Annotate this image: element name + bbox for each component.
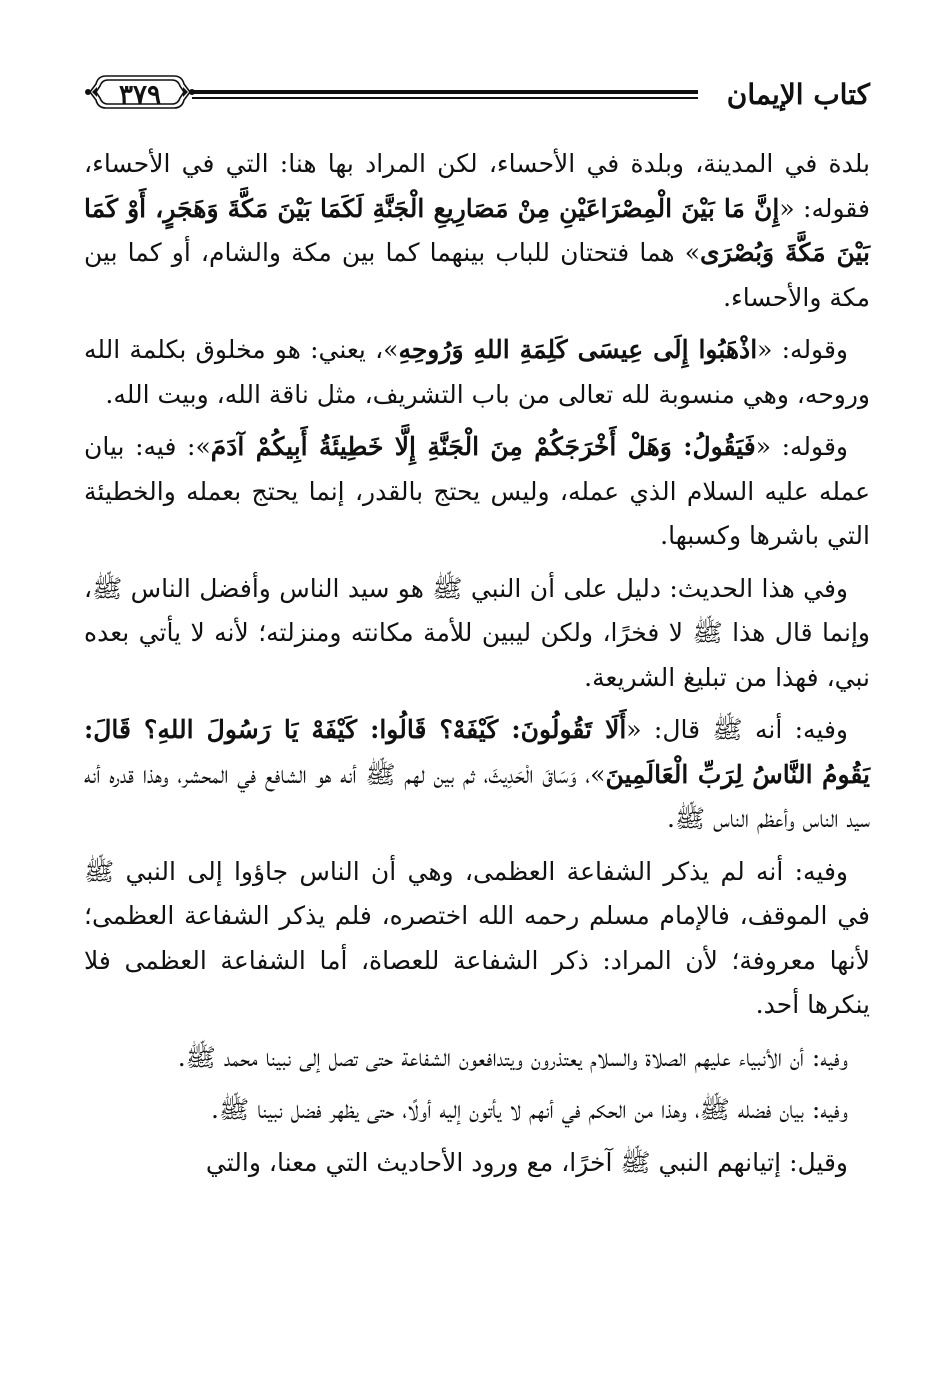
text-run: وفيه: أنه لم يذكر الشفاعة العظمى، وهي أن الناس جاؤوا إلى النبي ﷺ في الموقف، فالإمام مسلم رحمه الله اختصره، فلم يذكر الشفاعة العظمى؛ لأنها معروفة؛ لأن المراد: ذكر الشفاعة للعصاة، أما الشفاعة العظمى فلا ينكرها أحد. [84, 856, 870, 1019]
paragraph-2 [84, 328, 870, 417]
text-run: »، يعني: هو مخلوق بكلمة الله وروحه، وهي منسوبة لله تعالى من باب التشريف، مثل ناقة الله، وبيت الله. [84, 335, 870, 409]
paragraph-9 [84, 1141, 870, 1186]
page-header [84, 60, 870, 140]
text-run: وقوله: « [755, 432, 848, 461]
paragraph-8 [84, 1088, 870, 1133]
body-text [84, 142, 870, 1193]
text-run: »: فيه: بيان عمله عليه السلام الذي عمله، وليس يحتج بالقدر، إنما يحتج بعمله والخطيئة التي باشرها وكسبها. [84, 432, 870, 550]
header-rule [192, 90, 698, 98]
text-run: وقيل: إتيانهم النبي ﷺ آخرًا، مع ورود الأحاديث التي معنا، والتي [205, 1147, 848, 1177]
paragraph-6 [84, 850, 870, 1028]
paragraph-1 [84, 142, 870, 320]
text-run: وفيه: بيان فضله ﷺ، وهذا من الحكم في أنهم لا يأتون إليه أولًا، حتى يظهر فضل نبينا ﷺ. [211, 1095, 848, 1124]
text-run: بلدة في المدينة، وبلدة في الأحساء، لكن المراد بها هنا: التي في الأحساء، فقوله: « [84, 149, 871, 223]
hadith-quote: أَلَا تَقُولُونَ: كَيْفَهْ؟ قَالُوا: كَيْفَهْ يَا رَسُولَ اللهِ؟ قَالَ: يَقُومُ النَّاسُ لِرَبِّ الْعَالَمِينَ [84, 715, 870, 789]
book-title: كتاب الإيمان [726, 78, 870, 111]
text-run: وفيه: أنه ﷺ قال: « [626, 715, 849, 744]
hadith-quote: اذْهَبُوا إِلَى عِيسَى كَلِمَةِ اللهِ وَرُوحِهِ [398, 335, 758, 364]
text-run: وفي هذا الحديث: دليل على أن النبي ﷺ هو سيد الناس وأفضل الناس ﷺ، وإنما قال هذا ﷺ لا فخرًا، ولكن ليبين للأمة مكانته ومنزلته؛ لأنه لا يأتي بعده نبي، فهذا من تبليغ الشريعة. [84, 573, 870, 692]
text-run: » هما فتحتان للباب بينهما كما بين مكة والشام، أو كما بين مكة والأحساء. [84, 238, 870, 312]
text-run: »، وَسَاقَ الْحَدِيثَ، ثم بين لهم ﷺ أنه هو الشافع في المحشر، وهذا قدره أنه سيد الناس وأعظم الناس ﷺ. [84, 759, 870, 833]
paragraph-5 [84, 708, 870, 842]
hadith-quote: فَيَقُولُ: وَهَلْ أَخْرَجَكُمْ مِنَ الْجَنَّةِ إِلَّا خَطِيئَةُ أَبِيكُمْ آدَمَ [210, 432, 756, 461]
text-run: وقوله: « [757, 335, 848, 364]
paragraph-3 [84, 425, 870, 559]
paragraph-7 [84, 1036, 870, 1081]
text-run: وفيه: أن الأنبياء عليهم الصلاة والسلام يعتذرون ويتدافعون الشفاعة حتى تصل إلى نبينا محمد ﷺ. [177, 1042, 848, 1072]
paragraph-4 [84, 567, 870, 701]
page-number: ٣٧٩ [119, 80, 161, 110]
hadith-quote: إِنَّ مَا بَيْنَ الْمِصْرَاعَيْنِ مِنْ مَصَارِيعِ الْجَنَّةِ لَكَمَا بَيْنَ مَكَّةَ وَهَجَرٍ، أَوْ كَمَا بَيْنَ مَكَّةَ وَبُصْرَى [84, 193, 870, 267]
